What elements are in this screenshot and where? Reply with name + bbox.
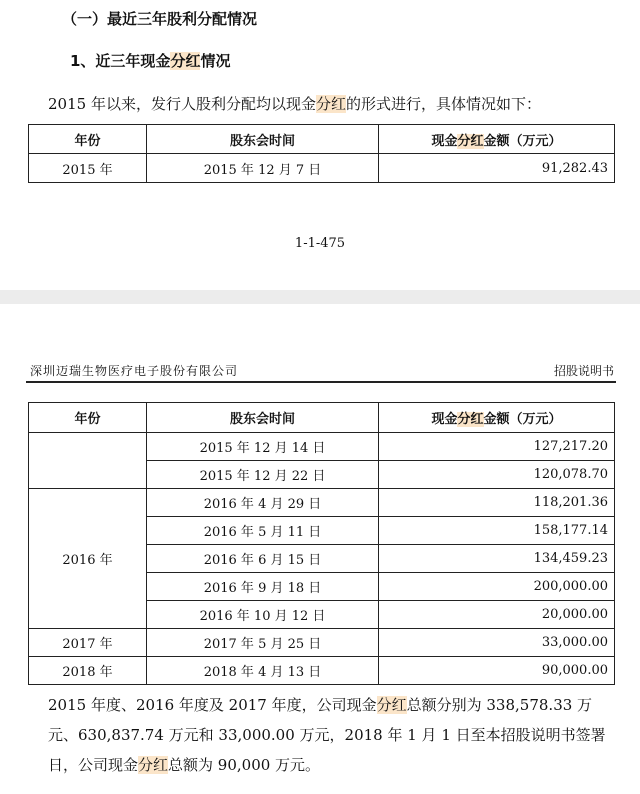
summary-text-1: 2015 年度、2016 年度及 2017 年度，公司现金	[48, 696, 377, 714]
cell-amount: 90,000.00	[379, 657, 615, 685]
company-name: 深圳迈瑞生物医疗电子股份有限公司	[30, 364, 239, 378]
cell-date: 2015 年 12 月 7 日	[147, 154, 379, 183]
summary-text-3: 总额为 90,000 万元。	[168, 756, 321, 774]
page-break	[0, 290, 640, 304]
cell-amount: 33,000.00	[379, 629, 615, 657]
header-amount-suffix: 金额（万元）	[483, 133, 562, 149]
header-meeting-date: 股东会时间	[147, 403, 379, 433]
cell-year: 2016 年	[29, 489, 147, 629]
cell-amount: 20,000.00	[379, 601, 615, 629]
cell-date: 2017 年 5 月 25 日	[147, 629, 379, 657]
section-heading: （一）最近三年股利分配情况	[62, 10, 258, 28]
header-divider	[26, 381, 616, 383]
dividend-table-2015-2018	[28, 402, 615, 685]
cell-date: 2016 年 9 月 18 日	[147, 573, 379, 601]
cell-date: 2016 年 6 月 15 日	[147, 545, 379, 573]
table-row	[29, 154, 615, 183]
subheading-prefix: 1、近三年现金	[70, 52, 171, 70]
cell-date: 2016 年 10 月 12 日	[147, 601, 379, 629]
subsection-heading	[70, 50, 230, 71]
header-amount-prefix: 现金	[431, 133, 458, 149]
cell-date: 2016 年 5 月 11 日	[147, 517, 379, 545]
cell-amount: 91,282.43	[379, 154, 615, 183]
cell-amount: 127,217.20	[379, 433, 615, 461]
table-row	[29, 433, 615, 461]
cell-year: 2017 年	[29, 629, 147, 657]
cell-date: 2016 年 4 月 29 日	[147, 489, 379, 517]
highlighted-term: 分红	[170, 52, 201, 70]
cell-amount: 200,000.00	[379, 573, 615, 601]
highlighted-term: 分红	[457, 412, 484, 427]
summary-paragraph	[48, 690, 608, 780]
cell-year: 2018 年	[29, 657, 147, 685]
table-row	[29, 489, 615, 517]
document-type: 招股说明书	[553, 364, 614, 378]
intro-suffix: 的形式进行，具体情况如下：	[345, 95, 541, 113]
header-year: 年份	[29, 125, 147, 154]
header-amount-suffix: 金额（万元）	[483, 412, 562, 427]
table-header-row	[29, 403, 615, 433]
table-row	[29, 629, 615, 657]
dividend-table-2015	[28, 124, 615, 183]
highlighted-term: 分红	[376, 696, 407, 714]
cell-amount: 120,078.70	[379, 461, 615, 489]
intro-paragraph	[48, 93, 541, 114]
intro-prefix: 2015 年以来，发行人股利分配均以现金	[48, 95, 316, 113]
cell-amount: 158,177.14	[379, 517, 615, 545]
cell-date: 2018 年 4 月 13 日	[147, 657, 379, 685]
table-header-row	[29, 125, 615, 154]
header-amount	[379, 125, 615, 154]
header-amount-prefix: 现金	[431, 412, 458, 427]
cell-year: 2015 年	[29, 154, 147, 183]
subheading-suffix: 情况	[200, 52, 231, 70]
highlighted-term: 分红	[457, 133, 484, 149]
table-row	[29, 657, 615, 685]
header-amount	[379, 403, 615, 433]
cell-amount: 118,201.36	[379, 489, 615, 517]
header-year: 年份	[29, 403, 147, 433]
summary-text-2: 总额分别为 338,578.33 万元、630,837.74 万元和 33,000.00 万元，2018 年 1 月 1 日至本招股说明书签署日，公司现金	[48, 696, 606, 774]
header-meeting-date: 股东会时间	[147, 125, 379, 154]
cell-amount: 134,459.23	[379, 545, 615, 573]
cell-date: 2015 年 12 月 22 日	[147, 461, 379, 489]
highlighted-term: 分红	[315, 95, 346, 113]
highlighted-term: 分红	[138, 756, 169, 774]
cell-date: 2015 年 12 月 14 日	[147, 433, 379, 461]
page-number: 1-1-475	[294, 236, 346, 251]
cell-year	[29, 433, 147, 489]
